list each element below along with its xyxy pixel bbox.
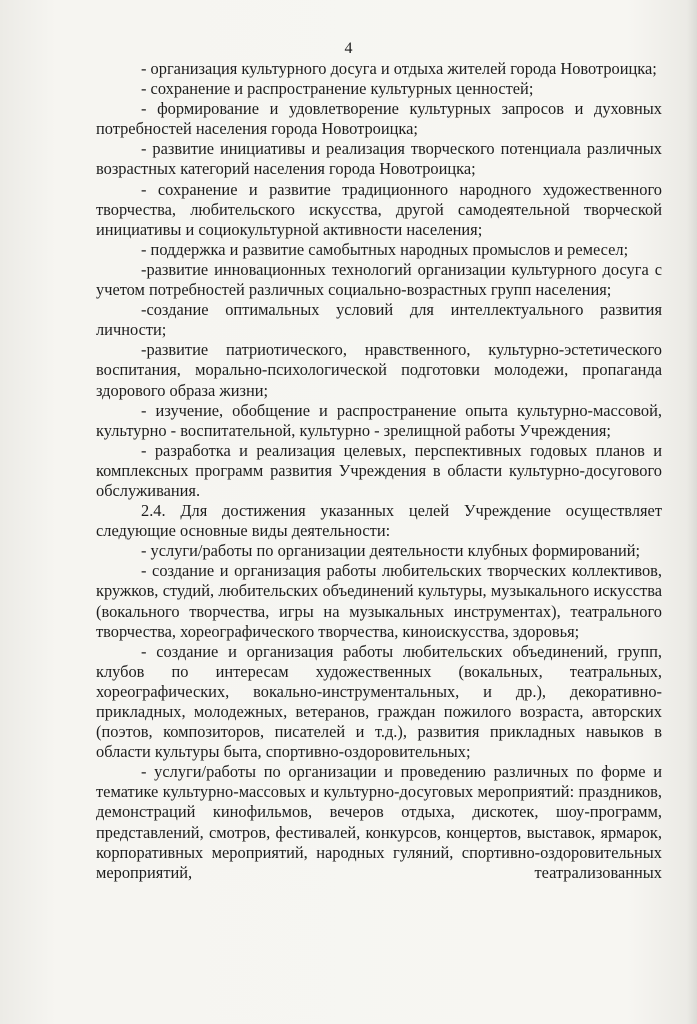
list-item-obedineniya-kluby: - создание и организация работы любительских объединений, групп, клубов по интересам художественных (вокальных, театральных, хореографических, вокально-инструментальных, и др.), декоративно-прикладных, молодежных, ветеранов, граждан пожилого возраста, авторских (поэтов, композиторов, писателей и т.д.), развития прикладных навыков в области культуры быта, спортивно-оздоровительных;: [96, 641, 662, 762]
page-edge-shadow: [687, 0, 697, 1024]
list-item-formirovanie-zaprosov: - формирование и удовлетворение культурных запросов и духовных потребностей населения города Новотроицка;: [96, 99, 662, 139]
list-item-intellektualnoe-razvitie: -создание оптимальных условий для интеллектуального развития личности;: [96, 300, 662, 340]
list-item-narodnoe-tvorchestvo: - сохранение и развитие традиционного народного художественного творчества, любительского искусства, другой самодеятельной творческой инициативы и социокультурной активности населения;: [96, 179, 662, 239]
list-item-sohranenie-cennostey: - сохранение и распространение культурных ценностей;: [141, 79, 534, 99]
list-item-kollektivy-kruzhki: - создание и организация работы любительских творческих коллективов, кружков, студий, любительских объединений культуры, музыкального искусства (вокального творчества, игры на музыкальных инструментах), театрального творчества, хореографического творчества, киноискусства, здоровья;: [96, 561, 662, 641]
list-item-promysly-remesla: - поддержка и развитие самобытных народных промыслов и ремесел;: [141, 239, 629, 259]
list-item-razrabotka-planov: - разработка и реализация целевых, перспективных годовых планов и комплексных программ развития Учреждения в области культурно-досугового обслуживания.: [96, 440, 662, 500]
list-item-patrioticheskoe-vospitanie: -развитие патриотического, нравственного, культурно-эстетического воспитания, морально-психологической подготовки молодежи, пропаганда здорового образа жизни;: [96, 340, 662, 400]
section-2-4-intro: 2.4. Для достижения указанных целей Учреждение осуществляет следующие основные виды деятельности:: [96, 501, 662, 541]
page-number: 4: [344, 40, 353, 57]
list-item-izuchenie-opyta: - изучение, обобщение и распространение опыта культурно-массовой, культурно - воспитательной, культурно - зрелищной работы Учреждения;: [96, 400, 662, 440]
document-body: [96, 59, 662, 883]
list-item-meropriyatiya: - услуги/работы по организации и проведению различных по форме и тематике культурно-массовых и культурно-досуговых мероприятий: праздников, демонстраций кинофильмов, вечеров отдыха, дискотек, шоу-программ, представлений, смотров, фестивалей, конкурсов, концертов, выставок, ярмарок, корпоративных мероприятий, народных гуляний, спортивно-оздоровительных мероприятий, театрализованных: [96, 762, 662, 882]
list-item-innovacionnye-tehnologii: -развитие инновационных технологий организации культурного досуга с учетом потребностей различных социально-возрастных групп населения;: [96, 259, 662, 300]
list-item-razvitie-iniciativy: - развитие инициативы и реализация творческого потенциала различных возрастных категорий населения города Новотроицка;: [96, 139, 662, 179]
list-item-klubnye-formirovaniya: - услуги/работы по организации деятельности клубных формирований;: [141, 541, 641, 561]
list-item-organizaciya-dosuga: - организация культурного досуга и отдыха жителей города Новотроицка;: [141, 59, 657, 78]
